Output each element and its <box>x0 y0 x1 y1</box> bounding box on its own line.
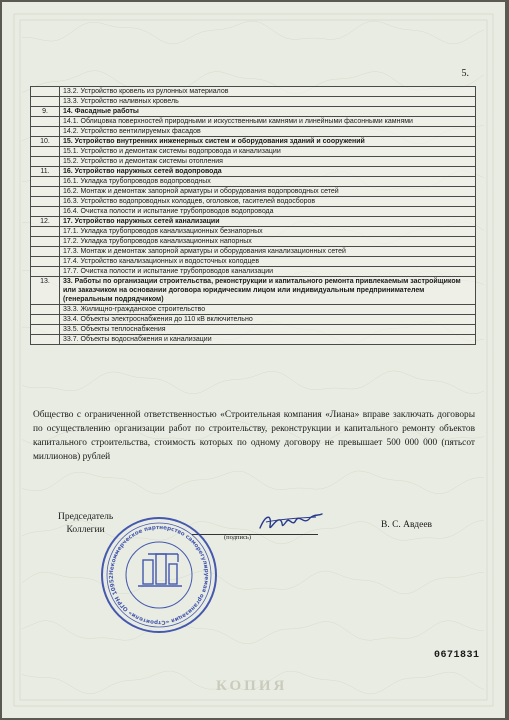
work-item: 16.4. Очистка полости и испытание трубопроводов водопровода <box>60 207 476 217</box>
table-row <box>31 197 476 207</box>
table-row <box>31 217 476 227</box>
organization-seal <box>98 514 220 636</box>
table-row <box>31 227 476 237</box>
table-row <box>31 137 476 147</box>
table-row <box>31 97 476 107</box>
row-number <box>31 127 60 137</box>
row-number <box>31 267 60 277</box>
work-item: 33.4. Объекты электроснабжения до 110 кВ включительно <box>60 315 476 325</box>
copy-watermark: КОПИЯ <box>216 678 288 694</box>
row-number <box>31 187 60 197</box>
page-number: 5. <box>461 68 469 79</box>
row-number <box>31 315 60 325</box>
work-item: 17.7. Очистка полости и испытание трубопроводов канализации <box>60 267 476 277</box>
section-heading: 14. Фасадные работы <box>60 107 476 117</box>
row-number <box>31 117 60 127</box>
table-row <box>31 117 476 127</box>
table-row <box>31 325 476 335</box>
row-number <box>31 207 60 217</box>
row-number <box>31 237 60 247</box>
work-item: 16.3. Устройство водопроводных колодцев, оголовков, гасителей водосборов <box>60 197 476 207</box>
table-row <box>31 267 476 277</box>
row-number <box>31 197 60 207</box>
table-row <box>31 167 476 177</box>
row-number: 10. <box>31 137 60 147</box>
work-item: 14.1. Облицовка поверхностей природными и искусственными камнями и линейными фасонными камнями <box>60 117 476 127</box>
section-heading: 17. Устройство наружных сетей канализации <box>60 217 476 227</box>
signature-hint: (подпись) <box>224 534 251 541</box>
work-item: 13.2. Устройство кровель из рулонных материалов <box>60 87 476 97</box>
work-item: 33.7. Объекты водоснабжения и канализации <box>60 335 476 345</box>
table-row <box>31 247 476 257</box>
section-heading: 33. Работы по организации строительства, реконструкции и капитального ремонта привлекаемым застройщиком или заказчиком на основании договора юридическим лицом или индивидуальным предпринимателем (генеральным подрядчиком) <box>60 277 476 305</box>
section-heading: 15. Устройство внутренних инженерных систем и оборудования зданий и сооружений <box>60 137 476 147</box>
row-number: 11. <box>31 167 60 177</box>
row-number <box>31 247 60 257</box>
table-row <box>31 257 476 267</box>
table-row <box>31 207 476 217</box>
row-number <box>31 257 60 267</box>
row-number <box>31 147 60 157</box>
permission-paragraph: Общество с ограниченной ответственностью «Строительная компания «Лиана» вправе заключать договоры по осуществлению организации работ по строительству, реконструкции и капитального ремонту объектов капитального строительства, стоимость которых по одному договору не превышает 500 000 000 (пятьсот миллионов) рублей <box>33 410 475 462</box>
table-row <box>31 277 476 305</box>
work-item: 33.5. Объекты теплоснабжения <box>60 325 476 335</box>
work-item: 14.2. Устройство вентилируемых фасадов <box>60 127 476 137</box>
row-number: 13. <box>31 277 60 305</box>
row-number <box>31 87 60 97</box>
table-row <box>31 147 476 157</box>
work-item: 17.2. Укладка трубопроводов канализационных напорных <box>60 237 476 247</box>
row-number <box>31 177 60 187</box>
serial-number: 0671831 <box>434 650 480 661</box>
table-row <box>31 315 476 325</box>
section-heading: 16. Устройство наружных сетей водопровода <box>60 167 476 177</box>
row-number <box>31 227 60 237</box>
work-item: 16.2. Монтаж и демонтаж запорной арматуры и оборудования водопроводных сетей <box>60 187 476 197</box>
work-item: 33.3. Жилищно-гражданское строительство <box>60 305 476 315</box>
row-number: 12. <box>31 217 60 227</box>
work-item: 15.2. Устройство и демонтаж системы отопления <box>60 157 476 167</box>
work-item: 17.3. Монтаж и демонтаж запорной арматуры и оборудования канализационных сетей <box>60 247 476 257</box>
row-number <box>31 325 60 335</box>
table-row <box>31 87 476 97</box>
certificate-page <box>2 2 505 718</box>
work-item: 16.1. Укладка трубопроводов водопроводных <box>60 177 476 187</box>
work-item: 13.3. Устройство наливных кровель <box>60 97 476 107</box>
row-number: 9. <box>31 107 60 117</box>
signatory-name: В. С. Авдеев <box>381 520 433 530</box>
table-row <box>31 335 476 345</box>
row-number <box>31 305 60 315</box>
svg-text:Некоммерческое партнерство сам: Некоммерческое партнерство саморегулируемая организация «Строители» ОГРН 10952 <box>108 524 210 626</box>
signatory-title: Председатель Коллегии <box>58 512 114 535</box>
row-number <box>31 157 60 167</box>
work-item: 17.1. Укладка трубопроводов канализационных безнапорных <box>60 227 476 237</box>
row-number <box>31 97 60 107</box>
table-row <box>31 177 476 187</box>
row-number <box>31 335 60 345</box>
table-row <box>31 127 476 137</box>
handwritten-signature <box>256 508 326 538</box>
work-item: 15.1. Устройство и демонтаж системы водопровода и канализации <box>60 147 476 157</box>
table-row <box>31 157 476 167</box>
table-row <box>31 237 476 247</box>
table-row <box>31 107 476 117</box>
table-row <box>31 305 476 315</box>
work-item: 17.4. Устройство канализационных и водосточных колодцев <box>60 257 476 267</box>
works-table <box>30 86 476 345</box>
table-row <box>31 187 476 197</box>
